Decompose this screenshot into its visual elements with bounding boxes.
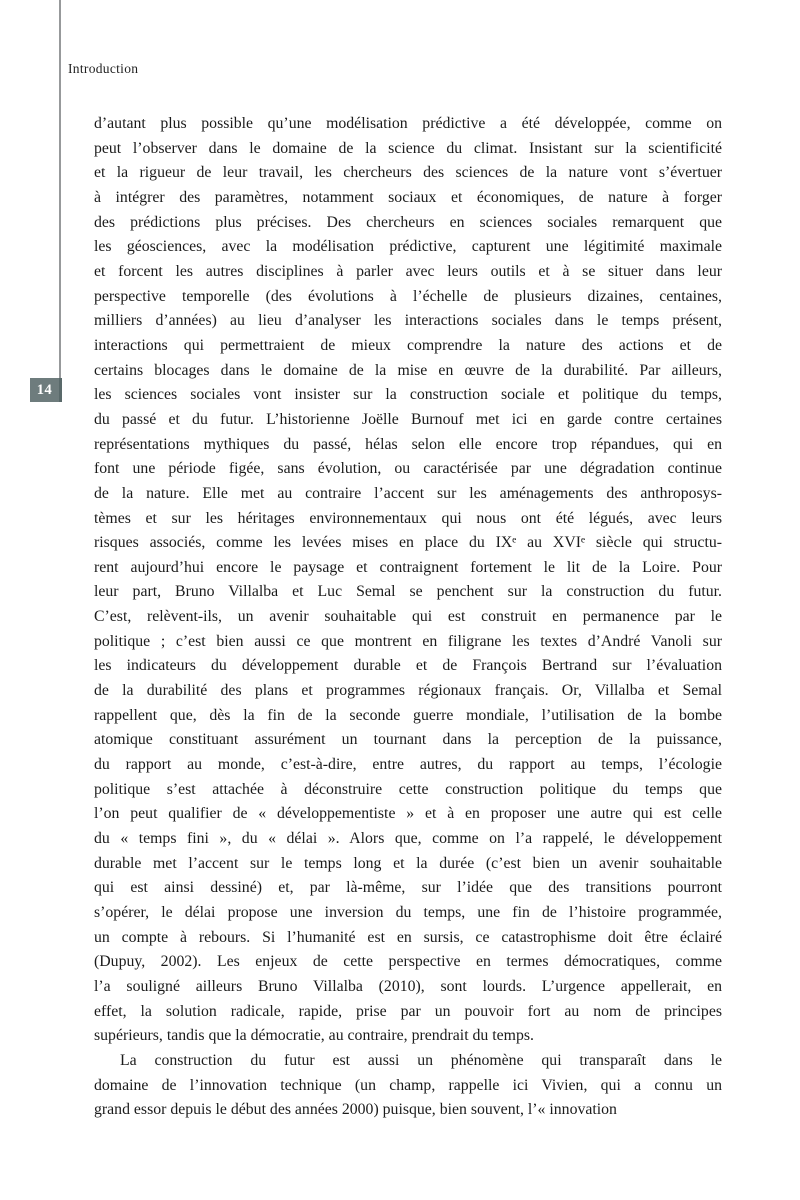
text-line: les géosciences, avec la modélisation prédictive, capturent une légitimité maximale [94,238,722,256]
text-line: et la rigueur de leur travail, les chercheurs des sciences de la nature vont s’évertuer [94,164,722,182]
text-line: grand essor depuis le début des années 2000) puisque, bien souvent, l’« innovation [94,1101,617,1119]
text-line: milliers d’années) au lieu d’analyser les interactions sociales dans le temps présent, [94,312,722,330]
text-line: supérieurs, tandis que la démocratie, au contraire, prendrait du temps. [94,1027,534,1045]
text-line: C’est, relèvent-ils, un avenir souhaitable qui est construit en permanence par le [94,608,722,626]
text-line: les indicateurs du développement durable et de François Bertrand sur l’évaluation [94,657,722,675]
text-line: risques associés, comme les levées mises en place du IXᵉ au XVIᵉ siècle qui structu- [94,534,722,552]
text-line: rent aujourd’hui encore le paysage et contraignent fortement le lit de la Loire. Pour [94,558,722,576]
text-line: de la durabilité des plans et programmes régionaux français. Or, Villalba et Semal [94,682,722,700]
page-number-badge [30,378,62,402]
text-line: politique s’est attachée à déconstruire cette construction politique du temps que [94,780,722,798]
text-line: représentations mythiques du passé, hélas selon elle encore trop répandues, qui en [94,435,722,453]
text-line: durable met l’accent sur le temps long et la durée (c’est bien un avenir souhaitable [94,854,722,872]
page-number: 14 [36,381,53,398]
text-line: de la nature. Elle met au contraire l’accent sur les aménagements des anthroposys- [94,484,722,502]
paragraph [94,112,722,1049]
text-line: domaine de l’innovation technique (un champ, rappelle ici Vivien, qui a connu un [94,1076,722,1094]
paragraph [94,1049,722,1123]
text-line: (Dupuy, 2002). Les enjeux de cette perspective en termes démocratiques, comme [94,953,722,971]
text-line: interactions qui permettraient de mieux comprendre la nature des actions et de [94,336,722,354]
margin-rule [59,0,61,402]
text-line: atomique constituant assurément un tournant dans la perception de la puissance, [94,731,722,749]
text-line: des prédictions plus précises. Des chercheurs en sciences sociales remarquent que [94,213,722,231]
text-line: du passé et du futur. L’historienne Joëlle Burnouf met ici en garde contre certaines [94,410,722,428]
text-line: et forcent les autres disciplines à parler avec leurs outils et à se situer dans leur [94,262,722,280]
text-line: les sciences sociales vont insister sur la construction sociale et politique du temps, [94,386,722,404]
text-line: perspective temporelle (des évolutions à l’échelle de plusieurs dizaines, centaines, [94,287,722,305]
text-line: tèmes et sur les héritages environnementaux qui nous ont été légués, avec leurs [94,509,722,527]
text-line: La construction du futur est aussi un phénomène qui transparaît dans le [120,1051,722,1069]
text-line: effet, la solution radicale, rapide, prise par un pouvoir fort au nom de principes [94,1002,722,1020]
text-line: s’opérer, le délai propose une inversion du temps, une fin de l’histoire programmée, [94,904,722,921]
text-line: l’a souligné ailleurs Bruno Villalba (2010), sont lourds. L’urgence appellerait, en [94,977,722,995]
text-line: peut l’observer dans le domaine de la science du climat. Insistant sur la scientificité [94,139,722,157]
text-line: leur part, Bruno Villalba et Luc Semal se penchent sur la construction du futur. [94,583,722,601]
text-line: d’autant plus possible qu’une modélisation prédictive a été développée, comme on [94,115,722,132]
text-line: à intégrer des paramètres, notamment sociaux et économiques, de nature à forger [94,188,722,206]
text-line: du « temps fini », du « délai ». Alors que, comme on l’a rappelé, le développement [94,830,722,848]
text-line: qui est ainsi dessiné) et, par là-même, sur l’idée que des transitions pourront [94,879,722,897]
text-line: politique ; c’est bien aussi ce que montrent en filigrane les textes d’André Vanoli sur [94,632,722,650]
text-line: rappellent que, dès la fin de la seconde guerre mondiale, l’utilisation de la bombe [94,706,722,724]
text-line: certains blocages dans le domaine de la mise en œuvre de la durabilité. Par ailleurs, [94,361,722,379]
text-line: font une période figée, sans évolution, ou caractérisée par une dégradation continue [94,460,722,478]
text-line: l’on peut qualifier de « développementiste » et à en proposer une autre qui est celle [94,805,722,823]
text-line: un compte à rebours. Si l’humanité est en sursis, ce catastrophisme doit être éclairé [94,928,722,946]
body-text [94,112,722,1123]
text-line: du rapport au monde, c’est-à-dire, entre autres, du rapport au temps, l’écologie [94,756,722,774]
running-header: Introduction [68,61,139,76]
